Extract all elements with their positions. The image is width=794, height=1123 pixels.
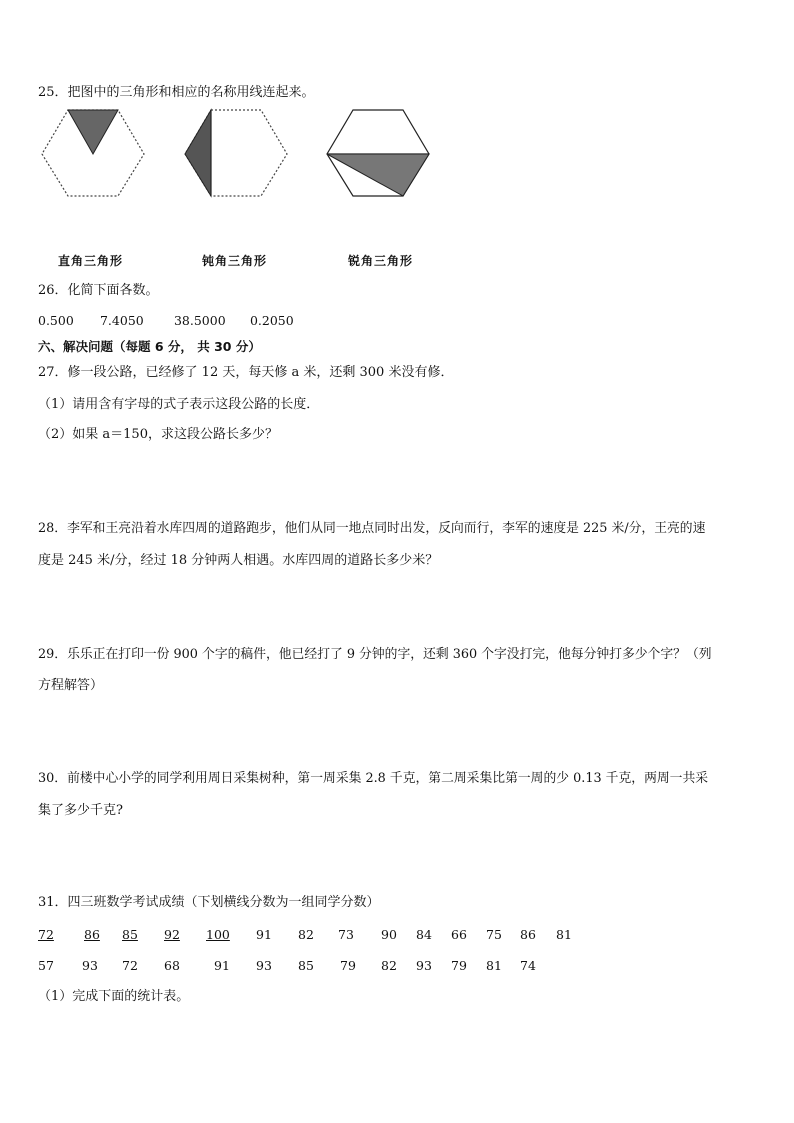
number-item: 7.4050 <box>99 313 144 328</box>
score: 75 <box>486 927 502 942</box>
q27-sub2: （2）如果 a＝150，求这段公路长多少？ <box>38 427 278 442</box>
score: 86 <box>520 927 536 942</box>
score-underlined: 100 <box>206 927 230 942</box>
score: 93 <box>82 958 98 973</box>
score: 79 <box>340 958 356 973</box>
scores-row-1 <box>38 927 598 945</box>
number-item: 0.500 <box>38 313 74 328</box>
hexagon-figure-3 <box>325 108 431 198</box>
score-underlined: 85 <box>122 927 138 942</box>
q30-line1: 30．前楼中心小学的同学利用周日采集树种，第一周采集 2.8 千克，第二周采集比第一周的少 0.13 千克，两周一共采 <box>38 771 709 786</box>
q30-line2: 集了多少千克? <box>38 803 123 818</box>
hexagon-figure-1 <box>40 108 146 198</box>
score: 74 <box>520 958 536 973</box>
score: 90 <box>381 927 397 942</box>
q27-text: 27．修一段公路，已经修了 12 天，每天修 a 米，还剩 300 米没有修． <box>38 365 454 380</box>
q25-text: 25．把图中的三角形和相应的名称用线连起来。 <box>38 85 315 100</box>
score: 72 <box>122 958 138 973</box>
score-underlined: 92 <box>164 927 180 942</box>
q28-line1: 28．李军和王亮沿着水库四周的道路跑步，他们从同一地点同时出发，反向而行，李军的速度是 225 米/分，王亮的速 <box>38 521 706 536</box>
q31-sub1: （1）完成下面的统计表。 <box>38 989 190 1004</box>
score: 66 <box>451 927 467 942</box>
q26-numbers <box>38 312 294 330</box>
score: 73 <box>338 927 354 942</box>
score: 81 <box>556 927 572 942</box>
score: 82 <box>381 958 397 973</box>
section-heading: 六、解决问题（每题 6 分， 共 30 分） <box>38 339 261 354</box>
number-item: 0.2050 <box>249 313 294 328</box>
number-item: 38.5000 <box>173 313 226 328</box>
score: 68 <box>164 958 180 973</box>
score: 57 <box>38 958 54 973</box>
score: 81 <box>486 958 502 973</box>
q31-text: 31．四三班数学考试成绩（下划横线分数为一组同学分数） <box>38 895 380 910</box>
score: 85 <box>298 958 314 973</box>
scores-row-2 <box>38 958 598 976</box>
score: 93 <box>256 958 272 973</box>
q29-line2: 方程解答） <box>38 678 104 693</box>
score: 91 <box>256 927 272 942</box>
score: 79 <box>451 958 467 973</box>
hexagon-figure-2 <box>183 108 289 198</box>
q28-line2: 度是 245 米/分，经过 18 分钟两人相遇。水库四周的道路长多少米？ <box>38 553 439 568</box>
q27-sub1: （1）请用含有字母的式子表示这段公路的长度． <box>38 397 320 412</box>
label-obtuse-triangle: 钝角三角形 <box>202 254 268 268</box>
label-acute-triangle: 锐角三角形 <box>348 254 414 268</box>
score-underlined: 72 <box>38 927 54 942</box>
score: 84 <box>416 927 432 942</box>
score-underlined: 86 <box>84 927 100 942</box>
score: 82 <box>298 927 314 942</box>
score: 91 <box>214 958 230 973</box>
score: 93 <box>416 958 432 973</box>
q29-line1: 29．乐乐正在打印一份 900 个字的稿件，他已经打了 9 分钟的字，还剩 360 个字没打完，他每分钟打多少个字？（列 <box>38 647 712 662</box>
q26-text: 26．化简下面各数。 <box>38 283 159 298</box>
label-right-triangle: 直角三角形 <box>58 254 124 268</box>
